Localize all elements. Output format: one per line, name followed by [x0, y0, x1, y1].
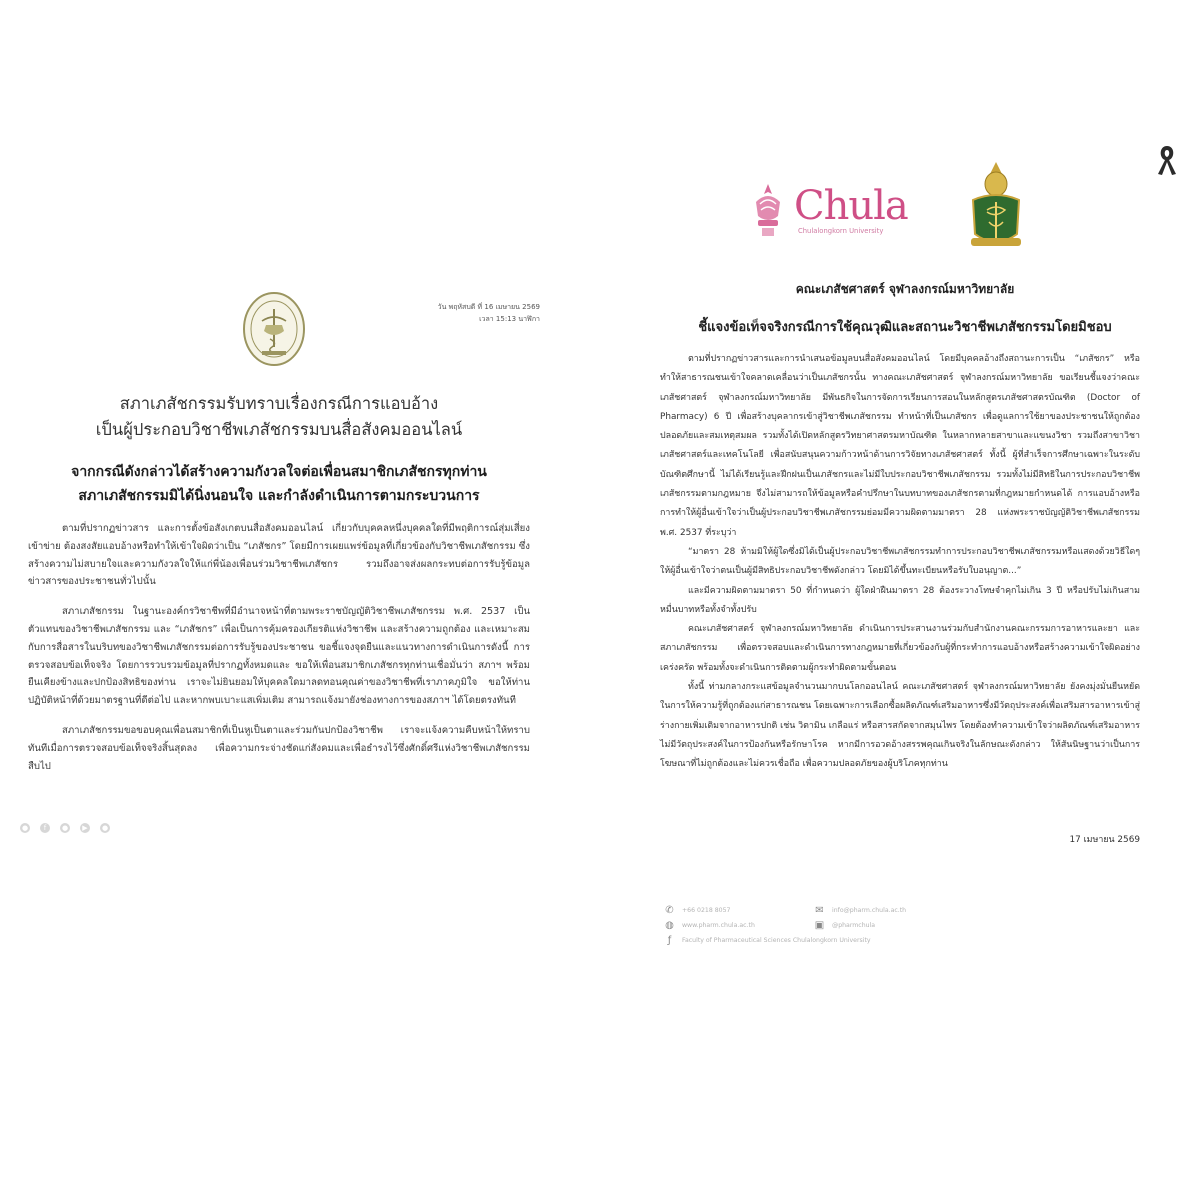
paragraph: และมีความผิดตามมาตรา 50 ที่กำหนดว่า ผู้ใดฝ่าฝืนมาตรา 28 ต้องระวางโทษจำคุกไม่เกิน 3 ปี หรือปรับไม่เกินสามหมื่นบาทหรือทั้งจำทั้งปรับ [660, 585, 1140, 615]
faculty-crest-icon [965, 160, 1027, 252]
chula-logo [748, 180, 908, 242]
paragraph: ตามที่ปรากฏข่าวสาร และการตั้งข้อสังเกตบนสื่อสังคมออนไลน์ เกี่ยวกับบุคคลหนึ่งบุคคลใดที่มีพฤติการณ์สุ่มเสี่ยง เข้าข่าย ต้องสงสัยแอบอ้างหรือทำให้เข้าใจผิดว่าเป็น “เภสัชกร” โดยมีการเผยแพร่ข้อมูลที่เกี่ยวข้องกับวิชาชีพเภสัชกรรม ซึ่งสร้างความไม่สบายใจและความกังวลใจให้แก่พี่น้องเพื่อนร่วมวิชาชีพเภสัชกร รวมถึงอาจส่งผลกระทบต่อการรับรู้ข้อมูลข่าวสารของประชาชนทั่วไปนั้น [28, 523, 530, 588]
chula-pra-kiao-icon [748, 180, 788, 242]
faculty-name: คณะเภสัชศาสตร์ จุฬาลงกรณ์มหาวิทยาลัย [795, 282, 1015, 296]
phone-icon: ✆ [665, 905, 674, 916]
chula-pharmacy-statement [650, 140, 1160, 960]
pharmacy-council-seal-icon [242, 291, 306, 367]
email-text: info@pharm.chula.ac.th [832, 907, 907, 914]
subhead-line-2: สภาเภสัชกรรมมิได้นิ่งนอนใจ และกำลังดำเนินการตามกระบวนการ [78, 488, 480, 504]
statement-date: 17 เมษายน 2569 [1069, 835, 1140, 845]
phone-text: +66 0218 8057 [682, 907, 731, 914]
contact-facebook [664, 935, 964, 946]
date-time-block [438, 301, 540, 325]
chula-wordmark: Chula [794, 183, 908, 229]
paragraph: สภาเภสัชกรรม ในฐานะองค์กรวิชาชีพที่มีอำนาจหน้าที่ตามพระราชบัญญัติวิชาชีพเภสัชกรรม พ.ศ. 2537 เป็นตัวแทนของวิชาชีพเภสัชกรรม และ “เภสัชกร” เพื่อเป็นการคุ้มครองเกียรติแห่งวิชาชีพ และสร้างความถูกต้อง และเหมาะสมกับการสื่อสารในบริบทของวิชาชีพเภสัชกรรมต่อการรับรู้ของประชาชน ขอชี้แจงจุดยืนและแนวทางการดำเนินการดังนี้ การตรวจสอบข้อเท็จจริง โดยการรวบรวมข้อมูลที่ปรากฏทั้งหมดและ ขอให้เพื่อนสมาชิกเภสัชกรทุกท่านเชื่อมั่นว่า สภาฯ พร้อมยืนเคียงข้างและปกป้องสิทธิของท่าน เราจะไม่ยินยอมให้บุคคลใดมาลดทอนคุณค่าของวิชาชีพที่เราภาคภูมิใจ ขอให้ท่านปฏิบัติหน้าที่ด้วยมาตรฐานที่ดีต่อไป และหากพบเบาะแสเพิ่มเติม สามารถแจ้งมายังช่องทางการของสภาฯ ได้โดยตรงทันที [28, 606, 530, 707]
paragraph: ทั้งนี้ ท่ามกลางกระแสข้อมูลจำนวนมากบนโลกออนไลน์ คณะเภสัชศาสตร์ จุฬาลงกรณ์มหาวิทยาลัย ยังคงมุ่งมั่นยืนหยัดในการให้ความรู้ที่ถูกต้องแก่สาธารณชน โดยเฉพาะการเลือกซื้อผลิตภัณฑ์เสริมอาหารซึ่งมีวัตถุประสงค์เพื่อเสริมสารอาหารเข้าสู่ร่างกายเพิ่มเติมจากอาหารปกติ เช่น วิตามิน เกลือแร่ หรือสารสกัดจากสมุนไพร โดยต้องทำความเข้าใจว่าผลิตภัณฑ์เสริมอาหารไม่มีวัตถุประสงค์ในการป้องกันหรือรักษาโรค หากมีการอวดอ้างสรรพคุณเกินจริงในลักษณะดังกล่าว ให้สันนิษฐานว่าเป็นการโฆษณาที่ไม่ถูกต้องและไม่ควรเชื่อถือ เพื่อความปลอดภัยของผู้บริโภคทุกท่าน [660, 682, 1141, 770]
contact-phone [664, 905, 814, 916]
subhead-line-1: จากกรณีดังกล่าวได้สร้างความกังวลใจต่อเพื่อนสมาชิกเภสัชกรทุกท่าน [71, 464, 487, 480]
statement-body [660, 350, 1140, 775]
web-icon: ● [21, 824, 29, 832]
contact-email [814, 905, 964, 916]
globe-icon: ◍ [665, 920, 674, 931]
time-line: เวลา 15:13 นาฬิกา [479, 315, 540, 323]
facebook-icon: f [40, 823, 50, 833]
email-icon: ✉ [815, 905, 824, 916]
pharmacy-council-statement [14, 275, 544, 845]
paragraph: ตามที่ปรากฏข่าวสารและการนำเสนอข้อมูลบนสื่อสังคมออนไลน์ โดยมีบุคคลอ้างถึงสถานะการเป็น “เภสัชกร” หรือทำให้สาธารณชนเข้าใจคลาดเคลื่อนว่าเป็นเภสัชกรนั้น ทางคณะเภสัชศาสตร์ จุฬาลงกรณ์มหาวิทยาลัย ขอเรียนชี้แจงว่าคณะเภสัชศาสตร์ จุฬาลงกรณ์มหาวิทยาลัย มีพันธกิจในการจัดการเรียนการสอนในหลักสูตรเภสัชศาสตรบัณฑิต (Doctor of Pharmacy) 6 ปี เพื่อสร้างบุคลากรเข้าสู่วิชาชีพเภสัชกรรม ทำหน้าที่เป็นเภสัชกร เพื่อดูแลการใช้ยาของประชาชนให้ถูกต้อง ปลอดภัยและสมเหตุสมผล รวมทั้งได้เปิดหลักสูตรวิทยาศาสตรมหาบัณฑิต ในหลากหลายสาขาและแขนงวิชา รวมถึงสาขาวิชาเภสัชศาสตร์และเทคโนโลยี เพื่อสนับสนุนความก้าวหน้าด้านการวิจัยทางเภสัชศาสตร์ ทั้งนี้ ผู้ที่สำเร็จการศึกษาเฉพาะในระดับบัณฑิตศึกษานี้ ไม่ได้เรียนรู้และฝึกฝนเป็นเภสัชกรและไม่มีใบประกอบวิชาชีพเภสัชกรรม รวมทั้งไม่มีสิทธิในการประกอบวิชาชีพเภสัชกรรมตามกฎหมาย จึงไม่สามารถให้ข้อมูลหรือคำปรึกษาในบทบาทของเภสัชกรตามที่กฎหมายกำหนดได้ การแอบอ้างหรือการทำให้ผู้อื่นเข้าใจว่าเป็นผู้ประกอบวิชาชีพเภสัชกรรมย่อมมีความผิดตามมาตรา 28 แห่งพระราชบัญญัติวิชาชีพเภสัชกรรม พ.ศ. 2537 ที่ระบุว่า [660, 354, 1140, 538]
facebook-icon: ƒ [667, 935, 672, 946]
contact-instagram [814, 920, 964, 931]
footer-item [20, 823, 30, 833]
contact-website [664, 920, 814, 931]
chula-university-name: Chulalongkorn University [798, 227, 884, 235]
headline-line-1: สภาเภสัชกรรมรับทราบเรื่องกรณีการแอบอ้าง [119, 394, 439, 413]
headline-line-2: เป็นผู้ประกอบวิชาชีพเภสัชกรรมบนสื่อสังคมออนไลน์ [95, 420, 463, 439]
paragraph: “มาตรา 28 ห้ามมิให้ผู้ใดซึ่งมิได้เป็นผู้ประกอบวิชาชีพเภสัชกรรมทำการประกอบวิชาชีพเภสัชกรรมหรือแสดงด้วยวิธีใดๆ ให้ผู้อื่นเข้าใจว่าตนเป็นผู้มีสิทธิประกอบวิชาชีพดังกล่าว โดยมิได้ขึ้นทะเบียนหรือรับใบอนุญาต...” [660, 546, 1140, 577]
statement-title: ชี้แจงข้อเท็จจริงกรณีการใช้คุณวุฒิและสถานะวิชาชีพเภสัชกรรมโดยมิชอบ [698, 320, 1112, 335]
contact-footer [664, 905, 964, 946]
social-footer [20, 823, 538, 833]
website-text: www.pharm.chula.ac.th [682, 922, 755, 929]
instagram-icon: ▣ [814, 920, 825, 931]
line-icon: ● [61, 824, 69, 832]
footer-item [60, 823, 70, 833]
facebook-text: Faculty of Pharmaceutical Sciences Chulalongkorn University [682, 937, 871, 944]
instagram-text: @pharmchula [832, 922, 876, 929]
youtube-icon: ▶ [80, 823, 90, 833]
subheadline [14, 460, 544, 508]
date-line: วัน พฤหัสบดี ที่ 16 เมษายน 2569 [437, 303, 540, 311]
mourning-ribbon-icon [1155, 142, 1179, 176]
footer-item [100, 823, 110, 833]
phone-icon: ● [101, 824, 109, 832]
footer-item [80, 823, 90, 833]
footer-item [40, 823, 50, 833]
paragraph: คณะเภสัชศาสตร์ จุฬาลงกรณ์มหาวิทยาลัย ดำเนินการประสานงานร่วมกับสำนักงานคณะกรรมการอาหารและยา และสภาเภสัชกรรม เพื่อตรวจสอบและดำเนินการทางกฎหมายที่เกี่ยวข้องกับผู้ที่กระทำการแอบอ้างหรือสร้างความเข้าใจผิดอย่างเคร่งครัด พร้อมทั้งจะดำเนินการติดตามผู้กระทำผิดตามขั้นตอน [660, 624, 1140, 673]
paragraph: สภาเภสัชกรรมขอขอบคุณเพื่อนสมาชิกที่เป็นหูเป็นตาและร่วมกันปกป้องวิชาชีพ เราจะแจ้งความคืบหน้าให้ทราบทันทีเมื่อการตรวจสอบข้อเท็จจริงสิ้นสุดลง เพื่อความกระจ่างชัดแก่สังคมและเพื่อธำรงไว้ซึ่งศักดิ์ศรีแห่งวิชาชีพเภสัชกรรมสืบไป [28, 724, 530, 772]
statement-body [28, 520, 530, 787]
headline [14, 391, 544, 443]
